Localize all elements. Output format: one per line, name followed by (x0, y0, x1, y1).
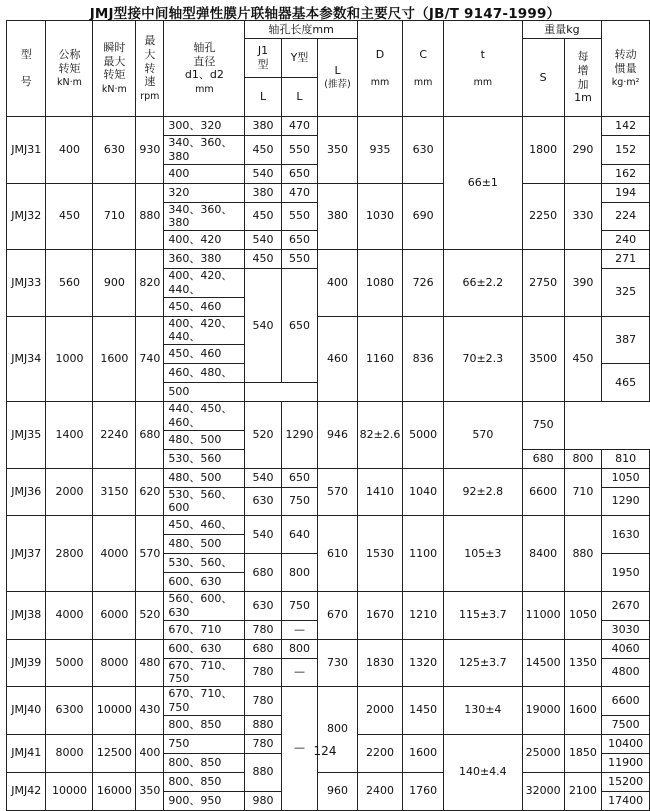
cell-l-recommended: 400 (318, 250, 357, 317)
cell-max-speed: 680 (136, 402, 164, 469)
cell-j1-l: 540 (245, 164, 281, 183)
cell-inertia: 10400 (602, 734, 650, 753)
header-inertia: 转动 惯量 kg·m² (602, 21, 650, 117)
header-max-speed: 最 大 转 速 rpm (136, 21, 164, 117)
cell-l-recommended: 350 (318, 117, 357, 184)
cell-model: JMJ35 (7, 402, 46, 469)
cell-c: 630 (403, 117, 444, 184)
cell-inertia: 11900 (602, 753, 650, 772)
cell-bore: 400、420 (164, 231, 245, 250)
cell-max-speed: 620 (136, 468, 164, 516)
header-j1-l: L (245, 78, 281, 117)
cell-inertia: 810 (602, 449, 650, 468)
cell-t: 82±2.6 (357, 402, 403, 469)
cell-j1-l: 630 (245, 592, 281, 621)
cell-nominal-torque: 1400 (46, 402, 93, 469)
cell-s: 8400 (522, 516, 564, 592)
cell-bore: 750 (164, 734, 245, 753)
cell-j1-l: 880 (245, 715, 281, 734)
cell-t: 66±2.2 (444, 250, 523, 317)
cell-model: JMJ42 (7, 772, 46, 810)
cell-y-l: 750 (281, 487, 318, 516)
cell-weight-per-meter: 1850 (564, 734, 602, 772)
cell-max-speed: 930 (136, 117, 164, 184)
cell-inertia: 3030 (602, 620, 650, 639)
cell-inertia: 387 (602, 316, 650, 364)
cell-j1-l: 780 (245, 620, 281, 639)
cell-weight-per-meter: 450 (564, 316, 602, 402)
page-title: JMJ型接中间轴型弹性膜片联轴器基本参数和主要尺寸（JB/T 9147-1999） (89, 6, 561, 22)
cell-inertia: 1630 (602, 516, 650, 554)
cell-weight-per-meter: 390 (564, 250, 602, 317)
cell-d: 1670 (357, 592, 403, 640)
cell-bore: 560、600、630 (164, 592, 245, 621)
cell-c: 1040 (403, 468, 444, 516)
cell-inertia: 325 (602, 269, 650, 317)
cell-nominal-torque: 560 (46, 250, 93, 317)
cell-inertia: 1050 (602, 468, 650, 487)
cell-y-l: 650 (281, 269, 318, 383)
header-s: S (522, 39, 564, 117)
header-y-type: Y型 (281, 39, 318, 78)
cell-max-torque: 8000 (93, 639, 136, 687)
cell-j1-l: 880 (245, 753, 281, 791)
header-t: t mm (444, 21, 523, 117)
page-number: 124 (313, 744, 337, 758)
cell-inertia: 162 (602, 164, 650, 183)
cell-s: 32000 (522, 772, 564, 810)
cell-max-speed: 880 (136, 183, 164, 250)
cell-inertia: 152 (602, 136, 650, 165)
cell-model: JMJ36 (7, 468, 46, 516)
header-per-meter: 每 增 加 1m (564, 39, 602, 117)
cell-bore: 440、450、460、 (164, 402, 245, 431)
cell-l-recommended: 460 (318, 316, 357, 402)
cell-y-l: 750 (281, 592, 318, 621)
cell-bore: 800、850 (164, 772, 245, 791)
cell-s: 14500 (522, 639, 564, 687)
cell-max-torque: 2240 (93, 402, 136, 469)
cell-c: 1320 (403, 639, 444, 687)
cell-nominal-torque: 4000 (46, 592, 93, 640)
cell-s: 3500 (522, 316, 564, 402)
cell-bore: 360、380 (164, 250, 245, 269)
cell-max-torque: 710 (93, 183, 136, 250)
cell-t: 92±2.8 (444, 468, 523, 516)
cell-d: 1080 (357, 250, 403, 317)
cell-l-recommended: 670 (318, 592, 357, 640)
cell-bore: 670、710、750 (164, 687, 245, 716)
cell-bore: 400、420、440、 (164, 316, 245, 345)
cell-c: 836 (403, 316, 444, 402)
cell-model: JMJ39 (7, 639, 46, 687)
cell-d: 935 (357, 117, 403, 184)
header-d: D mm (357, 21, 403, 117)
cell-inertia: 271 (602, 250, 650, 269)
cell-t: 130±4 (444, 687, 523, 735)
cell-s: 11000 (522, 592, 564, 640)
cell-c: 726 (403, 250, 444, 317)
cell-weight-per-meter: 290 (564, 117, 602, 184)
cell-y-l: — (281, 658, 318, 687)
cell-bore: 340、360、380 (164, 202, 245, 231)
header-nominal-torque: 公称 转矩 kN·m (46, 21, 93, 117)
cell-d: 2000 (357, 687, 403, 735)
cell-bore: 300、320 (164, 117, 245, 136)
header-j1-type: J1 型 (245, 39, 281, 78)
cell-s: 19000 (522, 687, 564, 735)
cell-model: JMJ38 (7, 592, 46, 640)
cell-j1-l: 540 (245, 231, 281, 250)
cell-y-l: 650 (281, 164, 318, 183)
cell-inertia: 1290 (602, 487, 650, 516)
cell-d: 1530 (357, 516, 403, 592)
cell-s: 5000 (403, 402, 444, 469)
cell-t: 70±2.3 (444, 316, 523, 402)
cell-max-torque: 16000 (93, 772, 136, 810)
cell-s: 2750 (522, 250, 564, 317)
cell-max-torque: 12500 (93, 734, 136, 772)
cell-bore: 500 (164, 383, 245, 402)
cell-c: 1210 (403, 592, 444, 640)
cell-c: 1600 (403, 734, 444, 772)
cell-inertia: 7500 (602, 715, 650, 734)
spec-table (6, 20, 650, 811)
cell-nominal-torque: 2000 (46, 468, 93, 516)
cell-max-speed: 740 (136, 316, 164, 402)
cell-model: JMJ37 (7, 516, 46, 592)
cell-bore: 400、420、440、 (164, 269, 245, 298)
cell-y-l: 550 (281, 202, 318, 231)
cell-bore: 600、630 (164, 573, 245, 592)
cell-inertia: 750 (522, 402, 564, 450)
cell-max-torque: 6000 (93, 592, 136, 640)
cell-model: JMJ34 (7, 316, 46, 402)
cell-bore: 450、460、 (164, 516, 245, 535)
cell-weight-per-meter: 570 (444, 402, 523, 469)
cell-max-torque: 4000 (93, 516, 136, 592)
cell-max-speed: 350 (136, 772, 164, 810)
cell-s: 25000 (522, 734, 564, 772)
cell-max-speed: 820 (136, 250, 164, 317)
cell-y-l: 800 (281, 554, 318, 592)
cell-inertia: 194 (602, 183, 650, 202)
cell-d: 1830 (357, 639, 403, 687)
cell-max-torque: 1600 (93, 316, 136, 402)
cell-max-speed: 570 (136, 516, 164, 592)
header-bore-diameter: 轴孔 直径 d1、d2 mm (164, 21, 245, 117)
cell-c: 690 (403, 183, 444, 250)
cell-t: 140±4.4 (444, 734, 523, 810)
cell-y-l: 650 (281, 468, 318, 487)
cell-d: 1290 (281, 402, 318, 469)
cell-bore: 320 (164, 183, 245, 202)
cell-t: 66±1 (444, 117, 523, 250)
cell-l-recommended: 610 (318, 516, 357, 592)
cell-c: 946 (318, 402, 357, 469)
cell-max-torque: 3150 (93, 468, 136, 516)
cell-nominal-torque: 450 (46, 183, 93, 250)
cell-weight-per-meter: 1600 (564, 687, 602, 735)
cell-bore: 800、850 (164, 753, 245, 772)
cell-j1-l: 680 (245, 639, 281, 658)
cell-model: JMJ41 (7, 734, 46, 772)
cell-bore: 460、480、 (164, 364, 245, 383)
header-y-l: L (281, 78, 318, 117)
cell-bore: 340、360、380 (164, 136, 245, 165)
cell-d: 1030 (357, 183, 403, 250)
cell-j1-l: 540 (245, 269, 281, 383)
cell-d: 2400 (357, 772, 403, 810)
cell-model: JMJ40 (7, 687, 46, 735)
cell-inertia: 15200 (602, 772, 650, 791)
cell-bore: 400 (164, 164, 245, 183)
cell-inertia: 465 (602, 364, 650, 402)
cell-y-l: 650 (281, 231, 318, 250)
cell-j1-l: 680 (522, 449, 564, 468)
cell-d: 2200 (357, 734, 403, 772)
cell-j1-l: 540 (245, 468, 281, 487)
cell-t: 105±3 (444, 516, 523, 592)
cell-nominal-torque: 10000 (46, 772, 93, 810)
header-weight: 重量kg (522, 21, 602, 39)
cell-j1-l: 780 (245, 734, 281, 753)
cell-inertia: 1950 (602, 554, 650, 592)
cell-j1-l: 780 (245, 658, 281, 687)
cell-bore: 530、560 (164, 449, 245, 468)
cell-weight-per-meter: 330 (564, 183, 602, 250)
cell-weight-per-meter: 880 (564, 516, 602, 592)
cell-max-torque: 10000 (93, 687, 136, 735)
cell-bore: 670、710、750 (164, 658, 245, 687)
cell-inertia: 17400 (602, 791, 650, 810)
cell-weight-per-meter: 1350 (564, 639, 602, 687)
cell-c: 1450 (403, 687, 444, 735)
header-instant-max-torque: 瞬时 最大 转矩 kN·m (93, 21, 136, 117)
cell-l-recommended: 730 (318, 639, 357, 687)
cell-nominal-torque: 1000 (46, 316, 93, 402)
cell-s: 2250 (522, 183, 564, 250)
cell-l-recommended: 800 (318, 687, 357, 773)
cell-d: 1160 (357, 316, 403, 402)
cell-bore: 480、500 (164, 468, 245, 487)
cell-max-torque: 630 (93, 117, 136, 184)
cell-model: JMJ31 (7, 117, 46, 184)
cell-l-recommended: 520 (245, 402, 281, 469)
cell-y-l: 470 (281, 117, 318, 136)
header-l-recommended: L (推荐) (318, 39, 357, 117)
cell-j1-l: 380 (245, 117, 281, 136)
cell-t: 115±3.7 (444, 592, 523, 640)
cell-model: JMJ33 (7, 250, 46, 317)
cell-y-l: — (281, 620, 318, 639)
cell-bore: 900、950 (164, 791, 245, 810)
cell-j1-l: 380 (245, 183, 281, 202)
cell-j1-l: 780 (245, 687, 281, 716)
cell-d: 1410 (357, 468, 403, 516)
cell-j1-l: 450 (245, 250, 281, 269)
cell-y-l: — (281, 687, 318, 811)
cell-c: 1760 (403, 772, 444, 810)
cell-max-torque: 900 (93, 250, 136, 317)
cell-t: 125±3.7 (444, 639, 523, 687)
cell-bore: 480、500 (164, 430, 245, 449)
header-model: 型 号 (7, 21, 46, 117)
cell-bore: 530、560、600 (164, 487, 245, 516)
cell-max-speed: 520 (136, 592, 164, 640)
cell-y-l: 640 (281, 516, 318, 554)
cell-inertia: 6600 (602, 687, 650, 716)
cell-inertia: 4060 (602, 639, 650, 658)
header-bore-length: 轴孔长度mm (245, 21, 357, 39)
cell-nominal-torque: 5000 (46, 639, 93, 687)
cell-j1-l: 680 (245, 554, 281, 592)
cell-j1-l: 450 (245, 136, 281, 165)
cell-weight-per-meter: 1050 (564, 592, 602, 640)
cell-l-recommended: 960 (318, 772, 357, 810)
cell-bore: 800、850 (164, 715, 245, 734)
cell-nominal-torque: 400 (46, 117, 93, 184)
cell-j1-l: 980 (245, 791, 281, 810)
cell-j1-l: 540 (245, 516, 281, 554)
cell-bore: 600、630 (164, 639, 245, 658)
cell-y-l: 550 (281, 250, 318, 269)
cell-max-speed: 400 (136, 734, 164, 772)
cell-y-l: 800 (564, 449, 602, 468)
cell-y-l: 550 (281, 136, 318, 165)
cell-bore: 670、710 (164, 620, 245, 639)
cell-max-speed: 480 (136, 639, 164, 687)
cell-nominal-torque: 6300 (46, 687, 93, 735)
cell-inertia: 4800 (602, 658, 650, 687)
cell-nominal-torque: 8000 (46, 734, 93, 772)
cell-inertia: 142 (602, 117, 650, 136)
cell-l-recommended: 570 (318, 468, 357, 516)
cell-j1-l: 450 (245, 202, 281, 231)
cell-c: 1100 (403, 516, 444, 592)
cell-bore: 480、500 (164, 535, 245, 554)
cell-max-speed: 430 (136, 687, 164, 735)
cell-weight-per-meter: 710 (564, 468, 602, 516)
cell-bore: 530、560、 (164, 554, 245, 573)
cell-inertia: 2670 (602, 592, 650, 621)
cell-inertia: 224 (602, 202, 650, 231)
cell-inertia: 240 (602, 231, 650, 250)
cell-j1-l: 630 (245, 487, 281, 516)
cell-nominal-torque: 2800 (46, 516, 93, 592)
cell-bore: 450、460 (164, 297, 245, 316)
cell-s: 1800 (522, 117, 564, 184)
cell-model: JMJ32 (7, 183, 46, 250)
cell-l-recommended: 380 (318, 183, 357, 250)
cell-bore: 450、460 (164, 345, 245, 364)
cell-y-l: 470 (281, 183, 318, 202)
cell-s: 6600 (522, 468, 564, 516)
cell-y-l: 800 (281, 639, 318, 658)
header-c: C mm (403, 21, 444, 117)
cell-weight-per-meter: 2100 (564, 772, 602, 810)
